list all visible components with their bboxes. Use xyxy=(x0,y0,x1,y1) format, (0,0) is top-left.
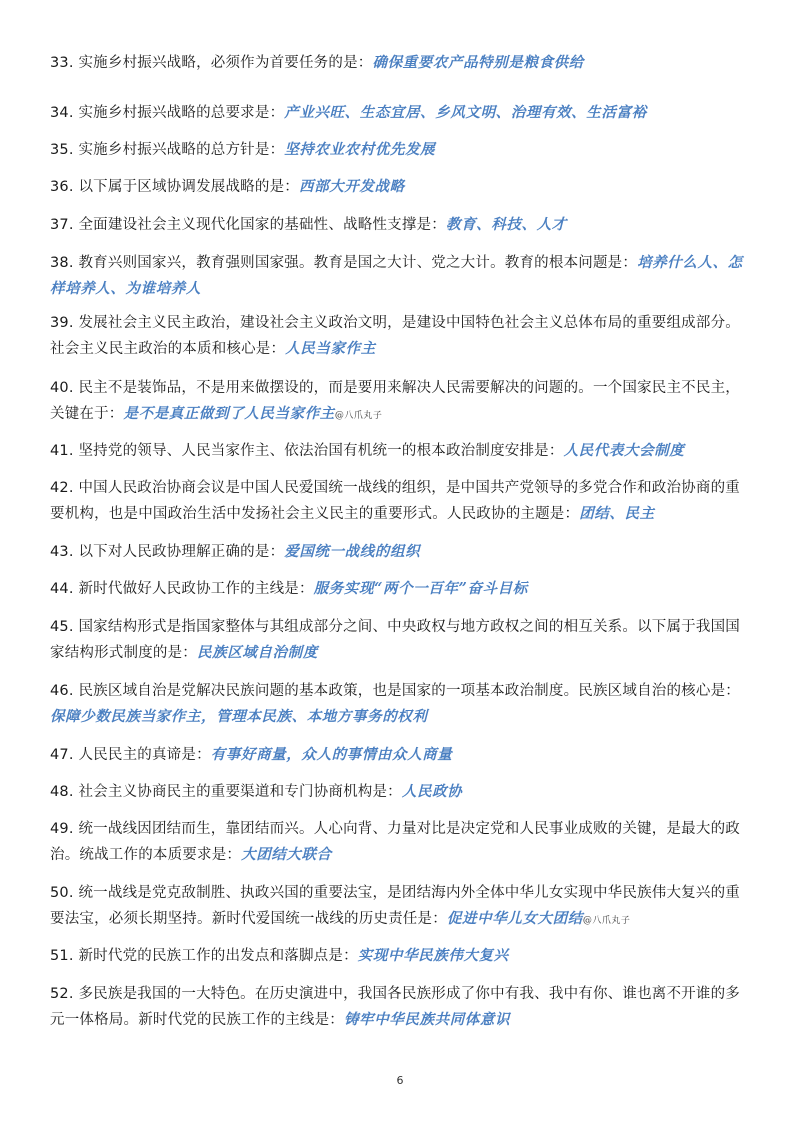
question-text: 48. 社会主义协商民主的重要渠道和专门协商机构是： xyxy=(50,784,402,800)
answer-text: 民族区域自治制度 xyxy=(197,644,318,661)
answer-text: 促进中华儿女大团结 xyxy=(446,910,583,927)
qa-item-38 xyxy=(50,250,752,310)
qa-item-36 xyxy=(50,174,752,212)
answer-text: 产业兴旺、生态宜居、乡风文明、治理有效、生活富裕 xyxy=(284,104,647,121)
question-text: 41. 坚持党的领导、人民当家作主、依法治国有机统一的根本政治制度安排是： xyxy=(50,443,564,459)
qa-item-49 xyxy=(50,816,752,880)
answer-text: 实现中华民族伟大复兴 xyxy=(357,947,509,964)
watermark-text: @八爪丸子 xyxy=(334,411,383,421)
answer-text: 大团结大联合 xyxy=(241,846,332,863)
question-text: 50. 统一战线是党克敌制胜、执政兴国的重要法宝，是团结海内外全体中华儿女实现中华民族伟大复兴的重要法宝，必须长期坚持。新时代爱国统一战线的历史责任是： xyxy=(50,885,740,927)
answer-text: 有事好商量，众人的事情由众人商量 xyxy=(210,746,453,763)
qa-item-37 xyxy=(50,212,752,250)
qa-item-44 xyxy=(50,576,752,614)
question-text: 52. 多民族是我国的一大特色。在历史演进中，我国各民族形成了你中有我、我中有你、谁也离不开谁的多元一体格局。新时代党的民族工作的主线是： xyxy=(50,986,740,1028)
qa-item-43 xyxy=(50,539,752,576)
question-text: 34. 实施乡村振兴战略的总要求是： xyxy=(50,105,285,121)
qa-item-34 xyxy=(50,100,752,137)
question-text: 46. 民族区域自治是党解决民族问题的基本政策，也是国家的一项基本政治制度。民族区域自治的核心是： xyxy=(50,683,740,699)
answer-text: 西部大开发战略 xyxy=(298,178,405,195)
question-text: 35. 实施乡村振兴战略的总方针是： xyxy=(50,142,285,158)
question-text: 47. 人民民主的真谛是： xyxy=(50,747,211,763)
qa-item-42 xyxy=(50,475,752,539)
question-text: 36. 以下属于区域协调发展战略的是： xyxy=(50,179,299,195)
answer-text: 培养什么人、怎样培养人、为谁培养人 xyxy=(50,254,743,297)
answer-text: 坚持农业农村优先发展 xyxy=(284,141,436,158)
question-text: 49. 统一战线因团结而生，靠团结而兴。人心向背、力量对比是决定党和人民事业成败的关键，是最大的政治。统战工作的本质要求是： xyxy=(50,821,740,863)
question-text: 38. 教育兴则国家兴，教育强则国家强。教育是国之大计、党之大计。教育的根本问题是： xyxy=(50,255,638,271)
question-text: 51. 新时代党的民族工作的出发点和落脚点是： xyxy=(50,948,358,964)
answer-text: 保障少数民族当家作主，管理本民族、本地方事务的权利 xyxy=(50,708,428,725)
question-text: 39. 发展社会主义民主政治，建设社会主义政治文明，是建设中国特色社会主义总体布局的重要组成部分。社会主义民主政治的本质和核心是： xyxy=(50,315,740,357)
answer-text: 团结、民主 xyxy=(579,505,655,522)
answer-text: 人民政协 xyxy=(401,783,463,800)
answer-text: 确保重要农产品特别是粮食供给 xyxy=(372,54,584,71)
question-text: 42. 中国人民政治协商会议是中国人民爱国统一战线的组织，是中国共产党领导的多党合作和政治协商的重要机构，也是中国政治生活中发扬社会主义民主的重要形式。人民政协的主题是： xyxy=(50,480,740,522)
qa-item-35 xyxy=(50,137,752,174)
qa-item-52 xyxy=(50,981,752,1037)
qa-item-47 xyxy=(50,742,752,779)
answer-text: 是不是真正做到了人民当家作主 xyxy=(123,405,335,422)
answer-text: 人民当家作主 xyxy=(285,340,376,357)
watermark-text: @八爪丸子 xyxy=(582,916,631,926)
qa-item-48 xyxy=(50,779,752,816)
qa-item-39 xyxy=(50,310,752,375)
qa-item-46 xyxy=(50,678,752,742)
qa-item-33 xyxy=(50,50,752,100)
answer-text: 铸牢中华民族共同体意识 xyxy=(344,1011,511,1028)
question-text: 40. 民主不是装饰品，不是用来做摆设的，而是要用来解决人民需要解决的问题的。一个国家民主不民主，关键在于： xyxy=(50,380,740,422)
answer-text: 爱国统一战线的组织 xyxy=(284,543,421,560)
question-text: 43. 以下对人民政协理解正确的是： xyxy=(50,544,285,560)
qa-item-40 xyxy=(50,375,752,438)
question-text: 45. 国家结构形式是指国家整体与其组成部分之间、中央政权与地方政权之间的相互关系。以下属于我国国家结构形式制度的是： xyxy=(50,619,740,661)
qa-list xyxy=(50,50,752,1037)
page-number: 6 xyxy=(396,1074,404,1087)
question-text: 37. 全面建设社会主义现代化国家的基础性、战略性支撑是： xyxy=(50,217,446,233)
answer-text: 服务实现“两个一百年”奋斗目标 xyxy=(313,580,528,597)
qa-item-41 xyxy=(50,438,752,475)
qa-item-51 xyxy=(50,943,752,981)
answer-text: 教育、科技、人才 xyxy=(445,216,567,233)
qa-item-45 xyxy=(50,614,752,678)
question-text: 33. 实施乡村振兴战略，必须作为首要任务的是： xyxy=(50,55,373,71)
answer-text: 人民代表大会制度 xyxy=(563,442,685,459)
question-text: 44. 新时代做好人民政协工作的主线是： xyxy=(50,581,314,597)
qa-item-50 xyxy=(50,880,752,943)
